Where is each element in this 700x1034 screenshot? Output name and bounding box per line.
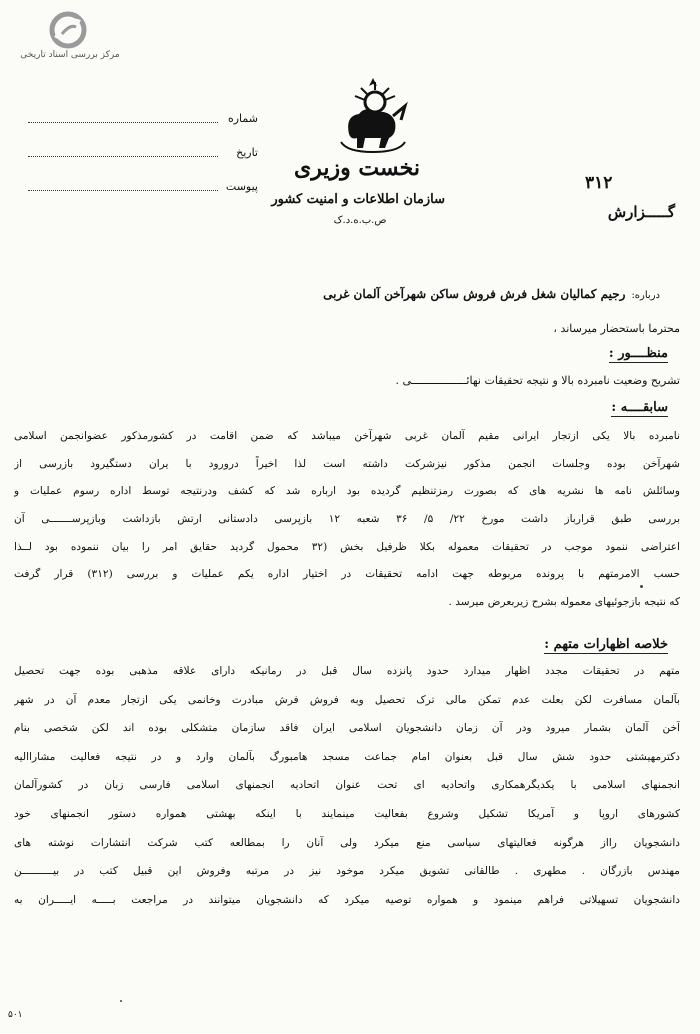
paper-speck (120, 1000, 122, 1002)
text-line: دکترمهیشتی حدود شش سال قبل بعنوان امام جماعت مسجد هامبورگ بآلمان وارد و در نتیجه فعالیت مشاراالیه (14, 750, 680, 763)
text-line: مهندس بازرگان . مطهری . طالقانی تشویق میکرد موخود نیز در مرتبه وفروش این قبیل کتب در بیــــــــــن (14, 865, 680, 878)
lion-and-sun-emblem-icon (335, 76, 411, 154)
text-line: حسب الامرمتهم با پرونده مربوطه جهت ادامه تحقیقات در اختیار اداره یکم عملیات و بررسی (۳۱۲) قرار گرفت (14, 568, 680, 581)
text-line: شهرآخن بوده وجلسات انجمن مذکور نیزشرکت داشته است لذا اخیراً درورود با یران دستگیرود بازرسی از (14, 457, 680, 470)
text-line: متهم در تحقیقات مجدد اظهار میدارد حدود پانزده سال قبل در رمانیکه دارای علاقه مذهبی بوده جهت تحصیل (14, 665, 680, 677)
field-date (28, 146, 258, 162)
background-heading: سابقــــه : (611, 400, 668, 415)
reference-code: ص.ب.ه.د.ک (333, 215, 387, 226)
page-number: ۵۰۱ (8, 1010, 23, 1020)
text-line: کشورهای اروپا و آمریکا تشکیل وشروع بفعالیت مینمایند با اینکه بهشتی همواره دستور انجمنهای خود (14, 807, 680, 820)
text-line: نامبرده بالا یکی ازتجار ایرانی مقیم آلمان غربی شهرآخن میباشد که ضمن اقامت در کشورمذکور عضوانجمن اسلامی (14, 430, 680, 442)
archive-watermark (10, 10, 130, 66)
subject-label: درباره: (631, 290, 660, 301)
background-paragraph (14, 423, 680, 617)
statements-paragraph (14, 657, 680, 914)
field-dotted-line (28, 122, 218, 123)
greeting: محترما باستحضار میرساند ، (553, 322, 680, 335)
objective-text: تشریح وضعیت نامبرده بالا و نتیجه تحقیقات نهائـــــــــــــــــی . (395, 374, 680, 387)
organization-title: نخست وزیری (294, 155, 420, 181)
text-line: دانشجویان رااز هرگونه فعالیتهای سیاسی منع میکرد ولی آنان را بمطالعه کتب شرکت انتشارات نوشته های (14, 836, 680, 849)
field-label: تاریخ (236, 146, 258, 159)
text-line: انجمنهای اسلامی با یکدیگرهمکاری واتحادیه ای تحت عنوان اتحادیه انجمنهای اسلامی فارسی زبان در کشورآلمان (14, 779, 680, 792)
field-dotted-line (28, 156, 218, 157)
subject-text: رجیم کمالیان شغل فرش فروش ساکن شهرآخن آلمان غربی (323, 287, 626, 301)
report-label: گـــــزارش (607, 203, 675, 221)
watermark-text: مرکز بررسی اسناد تاریخی (20, 50, 120, 60)
field-number (28, 112, 258, 128)
text-line: دانشجویان تسهیلاتی فراهم مینمود و همواره توصیه میکرد که دانشجویان میتوانند در مراجعت بـــــه ایـــــران به (14, 893, 680, 906)
paper-speck (640, 585, 643, 588)
text-line: آخن آلمان بشمار میرود ودر آن زمان دانشجویان اسلامی ایران فاقد سازمان متشکلی بوده اند لکن شخصی بنام (14, 722, 680, 735)
field-label: شماره (227, 112, 258, 125)
document-number: ۳۱۲ (585, 173, 613, 193)
text-line: که نتیجه بازجوئیهای معموله بشرح زیربعرض میرسد . (448, 596, 680, 609)
objective-heading: منظــــور : (608, 346, 668, 361)
text-line: اعتراضی ننمود موجب در تحقیقات معموله بکلا ظرفیل بخش (۳۲ محمول گردید حقایق امر را بیان ننموده بود لــذا (14, 540, 680, 553)
text-line: وسائلش نامه ها نشریه های که بصورت رمزتنظیم گردیده بود ارباره شد که کشف ودرنتیجه توسط اداره رسوم عملیات و (14, 485, 680, 498)
text-line: بررسی طبق قرارباز داشت مورخ ۲۲/ ۵/ ۳۶ شعبه ۱۲ بازپرسی دادستانی ارتش بازداشت وبازپرســـــــی آن (14, 513, 680, 526)
field-attachment (28, 180, 258, 196)
archive-logo-icon (46, 10, 90, 50)
subject-line (165, 287, 660, 301)
organization-subtitle: سازمان اطلاعات و امنیت کشور (271, 192, 445, 207)
text-line: بآلمان مسافرت لکن بعلت عدم تمکن مالی ترک تحصیل وبه فروش فرش مبادرت وخانمی یکی ازتجار معدم آن در شهر (14, 693, 680, 706)
field-dotted-line (28, 190, 218, 191)
statements-heading: خلاصه اظهارات متهم : (544, 637, 668, 652)
field-label: پیوست (225, 180, 258, 193)
